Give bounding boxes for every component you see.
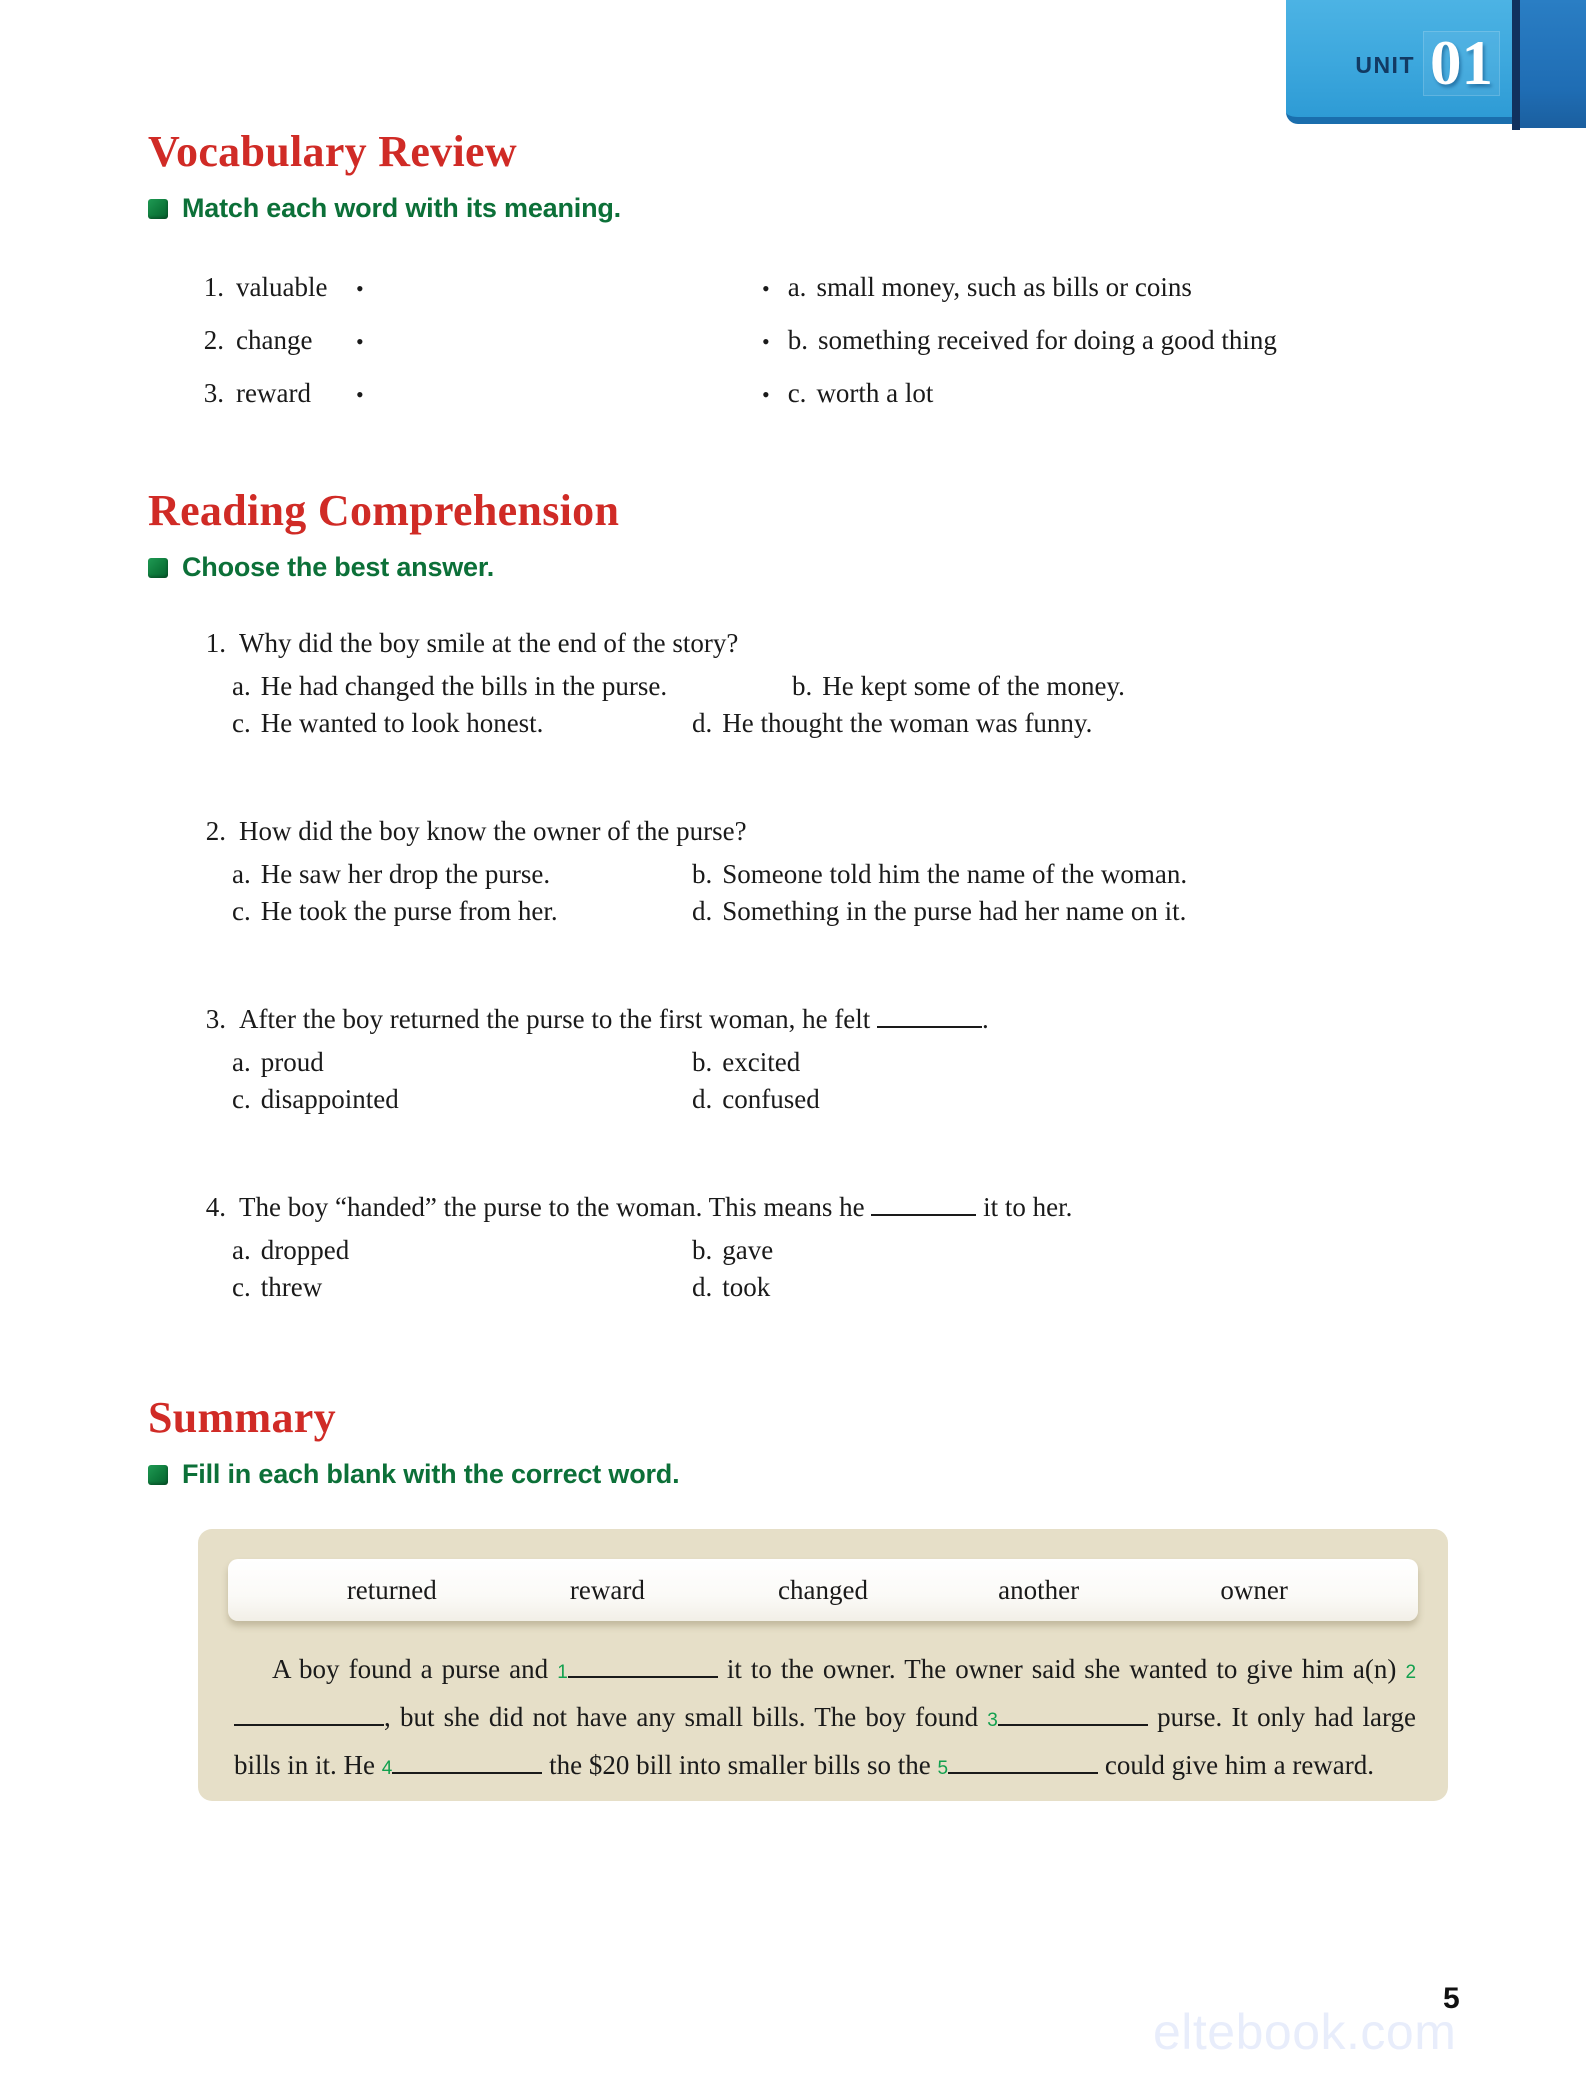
green-square-icon [148,558,168,578]
option-text: dropped [260,1235,350,1265]
question-4-option-b[interactable] [692,1235,773,1266]
match-left-word-1: valuable [236,272,328,302]
match-left-number-2: 2. [203,325,224,355]
match-definition-c[interactable] [762,378,1277,431]
question-3-option-d[interactable] [692,1084,820,1115]
summary-blank-number-1: 1 [557,1662,568,1683]
word-bank [228,1559,1418,1621]
option-text: He wanted to look honest. [260,708,544,738]
option-text: excited [722,1047,801,1077]
option-letter: b. [792,671,813,701]
summary-blank-number-4: 4 [381,1758,393,1779]
vocabulary-instruction-label: Match each word with its meaning. [182,193,621,223]
question-4-stem-after: it to her. [983,1192,1073,1222]
vocabulary-instruction [148,193,621,224]
question-3-option-a[interactable] [232,1047,692,1078]
option-letter: a. [232,1235,251,1265]
match-right-text-c: worth a lot [816,378,934,408]
option-letter: d. [692,708,713,738]
option-text: Something in the purse had her name on it. [722,896,1187,926]
unit-badge-right-strip [1520,0,1586,128]
summary-blank-number-5: 5 [937,1758,949,1779]
option-letter: b. [692,859,713,889]
question-2-option-a[interactable] [232,859,692,890]
option-letter: c. [232,896,251,926]
option-letter: c. [232,708,251,738]
option-text: disappointed [260,1084,399,1114]
question-4-blank[interactable] [871,1194,976,1216]
match-left-dot-1[interactable]: • [356,276,364,301]
option-text: He thought the woman was funny. [722,708,1093,738]
match-left-word-3: reward [236,378,311,408]
match-right-dot-b[interactable]: • [762,329,770,354]
summary-blank-2[interactable] [234,1705,384,1726]
question-4-option-a[interactable] [232,1235,692,1266]
option-letter: a. [232,1047,251,1077]
match-left-dot-3[interactable]: • [356,382,364,407]
summary-blank-4[interactable] [392,1753,542,1774]
question-2-option-c[interactable] [232,896,692,927]
option-letter: d. [692,896,713,926]
match-left-dot-2[interactable]: • [356,329,364,354]
reading-instruction [148,552,619,583]
option-letter: b. [692,1235,713,1265]
match-right-letter-b: b. [787,325,808,355]
green-square-icon [148,1465,168,1485]
option-text: He kept some of the money. [822,671,1125,701]
option-text: took [722,1272,771,1302]
match-definition-b[interactable] [762,325,1277,378]
question-2-number: 2. [205,816,226,846]
option-text: threw [260,1272,323,1302]
option-text: He saw her drop the purse. [260,859,551,889]
option-letter: a. [232,671,251,701]
summary-text-0: A boy found a purse and [272,1654,549,1684]
question-2-option-d[interactable] [692,896,1186,927]
summary-text-2: , but she did not have any small bills. The boy found [384,1702,979,1732]
option-text: He took the purse from her. [260,896,558,926]
summary-instruction [148,1459,679,1490]
word-bank-item-1[interactable]: returned [346,1574,437,1605]
reading-section [148,485,619,583]
question-2-stem: How did the boy know the owner of the purse? [239,816,747,846]
summary-paragraph [234,1647,1416,1791]
page-number: 5 [1443,1982,1460,2015]
question-3-number: 3. [205,1004,226,1034]
option-letter: d. [692,1084,713,1114]
option-letter: a. [232,859,251,889]
match-right-letter-c: c. [787,378,807,408]
match-left-number-3: 3. [203,378,224,408]
summary-blank-number-3: 3 [987,1710,998,1731]
summary-text-1: it to the owner. The owner said she wanted to give him a(n) [726,1654,1397,1684]
match-right-letter-a: a. [787,272,807,302]
match-right-text-b: something received for doing a good thing [817,325,1277,355]
summary-instruction-label: Fill in each blank with the correct word. [182,1459,680,1489]
option-text: He had changed the bills in the purse. [260,671,668,701]
question-1-option-d[interactable] [692,708,1092,739]
option-text: Someone told him the name of the woman. [722,859,1188,889]
summary-blank-number-2: 2 [1405,1662,1417,1683]
question-1 [190,628,1450,745]
match-item-3[interactable] [186,378,364,431]
summary-section [148,1392,679,1490]
question-4-option-d[interactable] [692,1272,770,1303]
summary-text-4: the $20 bill into smaller bills so the [549,1750,931,1780]
summary-blank-3[interactable] [998,1705,1148,1726]
summary-text-3: purse. It only had large bills in it. He [234,1702,1417,1780]
question-3-stem-after: . [982,1004,989,1034]
question-3-blank[interactable] [877,1006,982,1028]
question-1-number: 1. [205,628,226,658]
reading-title: Reading Comprehension [148,486,620,535]
vocabulary-title: Vocabulary Review [148,127,517,176]
option-letter: d. [692,1272,713,1302]
summary-blank-5[interactable] [948,1753,1098,1774]
vocabulary-section [148,126,621,224]
question-2 [190,816,1450,933]
question-2-option-b[interactable] [692,859,1187,890]
match-right-text-a: small money, such as bills or coins [816,272,1192,302]
word-bank-item-3[interactable]: changed [778,1574,868,1605]
question-4-stem-before: The boy “handed” the purse to the woman. This means he [239,1192,865,1222]
question-3-option-c[interactable] [232,1084,692,1115]
option-text: proud [260,1047,324,1077]
match-left-word-2: change [236,325,313,355]
match-definition-a[interactable] [762,272,1277,325]
summary-text-5: could give him a reward. [1104,1750,1375,1780]
unit-badge-divider [1512,0,1520,130]
match-item-1[interactable] [186,272,364,325]
question-4-number: 4. [205,1192,226,1222]
unit-label: UNIT [1355,52,1415,78]
question-3-option-b[interactable] [692,1047,800,1078]
word-bank-item-2[interactable]: reward [569,1574,645,1605]
option-letter: c. [232,1084,251,1114]
summary-title: Summary [148,1393,336,1442]
option-text: confused [722,1084,820,1114]
match-left-column [186,272,364,431]
option-letter: c. [232,1272,251,1302]
word-bank-item-5[interactable]: owner [1220,1574,1288,1605]
question-4 [190,1192,1450,1309]
reading-instruction-label: Choose the best answer. [182,552,494,582]
match-right-dot-c[interactable]: • [762,382,770,407]
green-square-icon [148,199,168,219]
question-1-option-c[interactable] [232,708,692,739]
match-right-dot-a[interactable]: • [762,276,770,301]
unit-number: 01 [1423,31,1500,96]
match-item-2[interactable] [186,325,364,378]
word-bank-item-4[interactable]: another [998,1574,1080,1605]
option-letter: b. [692,1047,713,1077]
summary-box [198,1529,1448,1801]
option-text: gave [722,1235,774,1265]
question-3 [190,1004,1450,1121]
question-1-option-a[interactable] [232,671,792,702]
question-4-option-c[interactable] [232,1272,692,1303]
summary-blank-1[interactable] [568,1657,718,1678]
unit-badge [1286,0,1586,132]
question-3-stem-before: After the boy returned the purse to the first woman, he felt [239,1004,871,1034]
question-1-stem: Why did the boy smile at the end of the story? [239,628,739,658]
match-left-number-1: 1. [203,272,224,302]
match-right-column [762,272,1277,431]
watermark: eltebook.com [1153,2004,1457,2060]
question-1-option-b[interactable] [792,671,1125,702]
